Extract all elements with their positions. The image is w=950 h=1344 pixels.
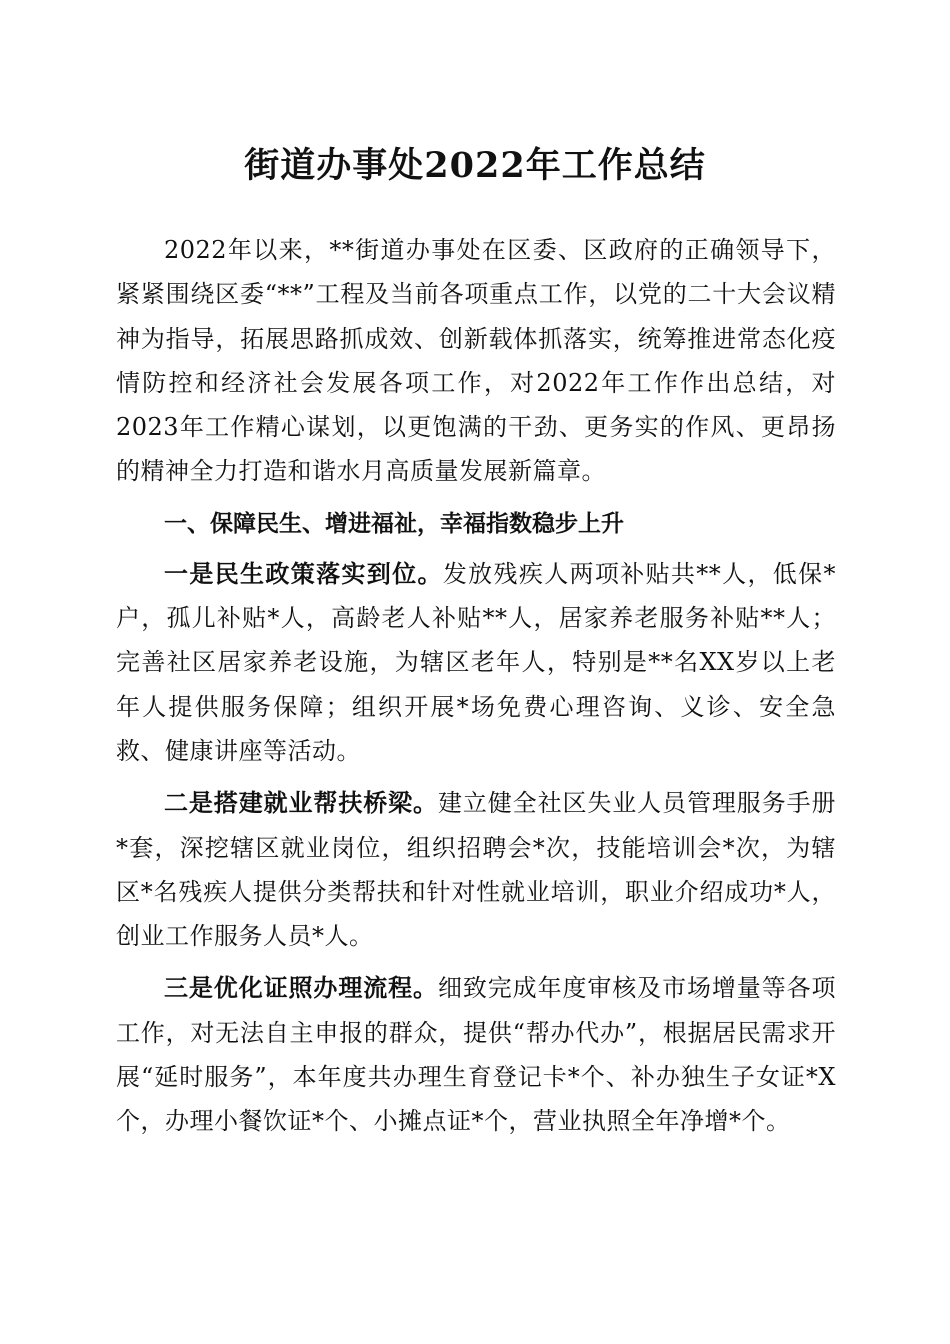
item-text: 建立健全社区失业人员管理服务手册*套，深挖辖区就业岗位，组织招聘会*次，技能培训会*次，为辖区*名残疾人提供分类帮扶和针对性就业培训，职业介绍成功*人，创业工作服务人员*人。 [116, 789, 837, 951]
intro-paragraph: 2022年以来，**街道办事处在区委、区政府的正确领导下，紧紧围绕区委“**”工程及当前各项重点工作，以党的二十大会议精神为指导，拓展思路抓成效、创新载体抓落实，统筹推进常态化疫情防控和经济社会发展各项工作，对2022年工作作出总结，对2023年工作精心谋划，以更饱满的干劲、更务实的作风、更昂扬的精神全力打造和谐水月高质量发展新篇章。 [116, 236, 836, 486]
item-lead: 一是民生政策落实到位。 [164, 558, 443, 588]
item-paragraph [116, 966, 836, 1143]
document-body [116, 228, 836, 1152]
document-title: 街道办事处2022年工作总结 [244, 145, 706, 186]
item-paragraph [116, 781, 836, 958]
section-heading: 一、保障民生、增进福祉，幸福指数稳步上升 [164, 510, 624, 537]
item-paragraph [116, 552, 836, 773]
item-text: 细致完成年度审核及市场增量等各项工作，对无法自主申报的群众，提供“帮办代办”，根据居民需求开展“延时服务”，本年度共办理生育登记卡*个、补办独生子女证*X个，办理小餐饮证*个、小摊点证*个，营业执照全年净增*个。 [116, 974, 837, 1136]
item-text: 发放残疾人两项补贴共**人，低保*户，孤儿补贴*人，高龄老人补贴**人，居家养老服务补贴**人；完善社区居家养老设施，为辖区老年人，特别是**名XX岁以上老年人提供服务保障；组织开展*场免费心理咨询、义诊、安全急救、健康讲座等活动。 [116, 559, 837, 765]
item-lead: 二是搭建就业帮扶桥梁。 [164, 788, 438, 818]
item-lead: 三是优化证照办理流程。 [164, 973, 438, 1003]
